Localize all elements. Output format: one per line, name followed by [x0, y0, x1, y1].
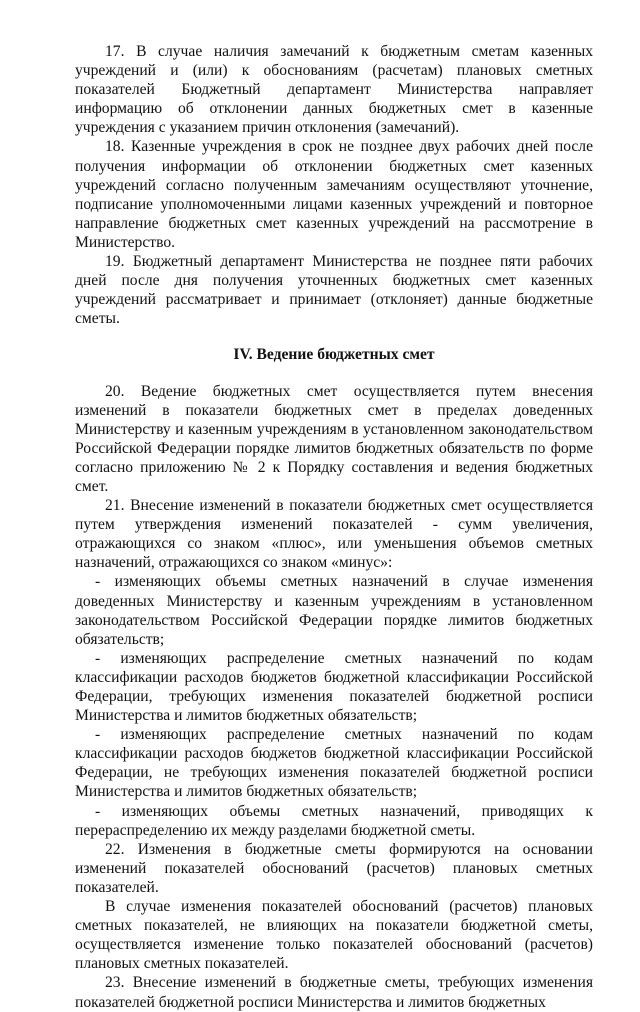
- document-page: [75, 42, 593, 1012]
- paragraph-22: 22. Изменения в бюджетные сметы формируются на основании изменений показателей обоснований (расчетов) плановых сметных показателей.: [75, 840, 593, 896]
- list-item: - изменяющих объемы сметных назначений, приводящих к перераспределению их между разделами бюджетной сметы.: [75, 802, 593, 839]
- paragraph-22-continued: В случае изменения показателей обоснований (расчетов) плановых сметных показателей, не влияющих на показатели бюджетной сметы, осуществляется изменение только показателей обоснований (расчетов) плановых сметных показателей.: [75, 898, 593, 973]
- section-heading: IV. Ведение бюджетных смет: [233, 346, 435, 364]
- spacer: [75, 365, 593, 382]
- paragraph-21: 21. Внесение изменений в показатели бюджетных смет осуществляется путем утверждения изменений показателей - сумм увеличения, отражающихся со знаком «плюс», или уменьшения объемов сметных назначений, отражающихся со знаком «минус»:: [75, 497, 593, 572]
- list-item: - изменяющих распределение сметных назначений по кодам классификации расходов бюджетов бюджетной классификации Российской Федерации, не требующих изменения показателей бюджетной росписи Министерства и лимитов бюджетных обязательств;: [75, 726, 593, 801]
- paragraph-19: 19. Бюджетный департамент Министерства не позднее пяти рабочих дней после дня получения уточненных бюджетных смет казенных учреждений рассматривает и принимает (отклоняет) данные бюджетные сметы.: [75, 253, 593, 328]
- list-item: - изменяющих объемы сметных назначений в случае изменения доведенных Министерству и казенным учреждениям в установленном законодательством Российской Федерации порядке лимитов бюджетных обязательств;: [75, 573, 593, 648]
- list-item: - изменяющих распределение сметных назначений по кодам классификации расходов бюджетов бюджетной классификации Российской Федерации, требующих изменения показателей бюджетной росписи Министерства и лимитов бюджетных обязательств;: [75, 649, 593, 725]
- paragraph-18: 18. Казенные учреждения в срок не позднее двух рабочих дней после получения информации об отклонении бюджетных смет казенных учреждений согласно полученным замечаниям осуществляют уточнение, подписание уполномоченными лицами казенных учреждений и повторное направление бюджетных смет казенных учреждений на рассмотрение в Министерство.: [75, 138, 593, 251]
- spacer: [75, 328, 593, 345]
- paragraph-20: 20. Ведение бюджетных смет осуществляется путем внесения изменений в показатели бюджетных смет в пределах доведенных Министерству и казенным учреждениям в установленном законодательством Российской Федерации порядке лимитов бюджетных обязательств по форме согласно приложению № 2 к Порядку составления и ведения бюджетных смет.: [75, 382, 593, 495]
- paragraph-17: 17. В случае наличия замечаний к бюджетным сметам казенных учреждений и (или) к обоснованиям (расчетам) плановых сметных показателей Бюджетный департамент Министерства направляет информацию об отклонении данных бюджетных смет в казенные учреждения с указанием причин отклонения (замечаний).: [75, 43, 593, 137]
- paragraph-23: 23. Внесение изменений в бюджетные сметы, требующих изменения показателей бюджетной росписи Министерства и лимитов бюджетных: [75, 974, 593, 1011]
